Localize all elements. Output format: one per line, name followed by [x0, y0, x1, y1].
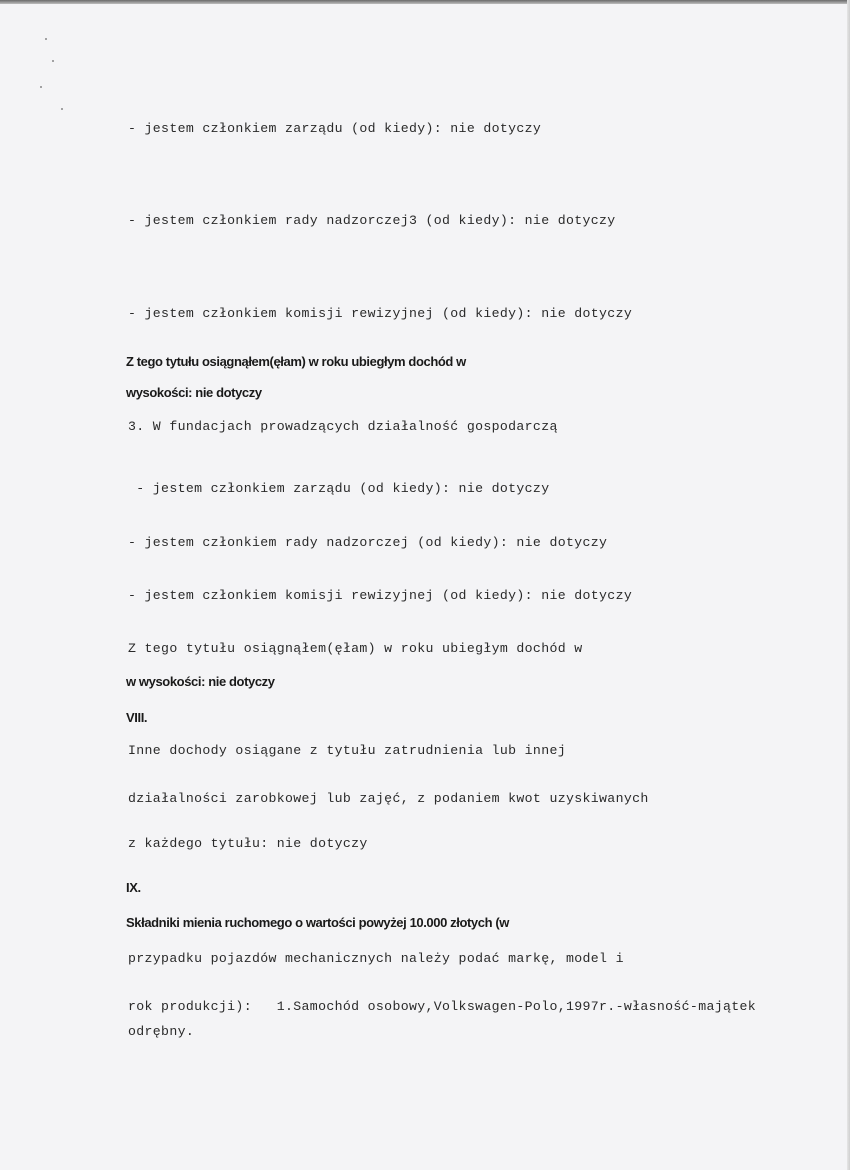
foundation-supervisory-board-line: - jestem członkiem rady nadzorczej (od kiedy): nie dotyczy — [128, 535, 608, 550]
management-board-line: - jestem członkiem zarządu (od kiedy): nie dotyczy — [128, 121, 542, 136]
other-income-line-2: działalności zarobkowej lub zajęć, z podaniem kwot uzyskiwanych — [128, 791, 649, 806]
section-viii-heading: VIII. — [126, 710, 148, 725]
scan-speck — [52, 60, 54, 62]
movable-property-line-1: Składniki mienia ruchomego o wartości powyżej 10.000 złotych (w — [126, 915, 509, 930]
scan-speck — [61, 108, 63, 110]
scan-speck — [45, 38, 47, 40]
foundation-income-statement-line: Z tego tytułu osiągnąłem(ęłam) w roku ubiegłym dochód w — [128, 641, 583, 656]
scan-speck — [40, 86, 42, 88]
audit-committee-line: - jestem członkiem komisji rewizyjnej (od kiedy): nie dotyczy — [128, 306, 633, 321]
foundation-income-amount-line: w wysokości: nie dotyczy — [126, 674, 275, 689]
movable-property-line-4: odrębny. — [128, 1024, 195, 1039]
income-statement-line: Z tego tytułu osiągnąłem(ęłam) w roku ubiegłym dochód w — [126, 354, 466, 369]
foundation-management-board-line: - jestem członkiem zarządu (od kiedy): nie dotyczy — [128, 481, 550, 496]
section-ix-heading: IX. — [126, 880, 141, 895]
movable-property-line-3: rok produkcji): 1.Samochód osobowy,Volkswagen-Polo,1997r.-własność-majątek — [128, 999, 757, 1014]
scan-top-edge — [0, 0, 850, 4]
movable-property-line-2: przypadku pojazdów mechanicznych należy podać markę, model i — [128, 951, 624, 966]
income-amount-line: wysokości: nie dotyczy — [126, 385, 262, 400]
supervisory-board-line: - jestem członkiem rady nadzorczej3 (od kiedy): nie dotyczy — [128, 213, 616, 228]
foundations-heading: 3. W fundacjach prowadzących działalność gospodarczą — [128, 419, 558, 434]
other-income-line-3: z każdego tytułu: nie dotyczy — [128, 836, 368, 851]
foundation-audit-committee-line: - jestem członkiem komisji rewizyjnej (od kiedy): nie dotyczy — [128, 588, 633, 603]
other-income-line-1: Inne dochody osiągane z tytułu zatrudnienia lub innej — [128, 743, 566, 758]
